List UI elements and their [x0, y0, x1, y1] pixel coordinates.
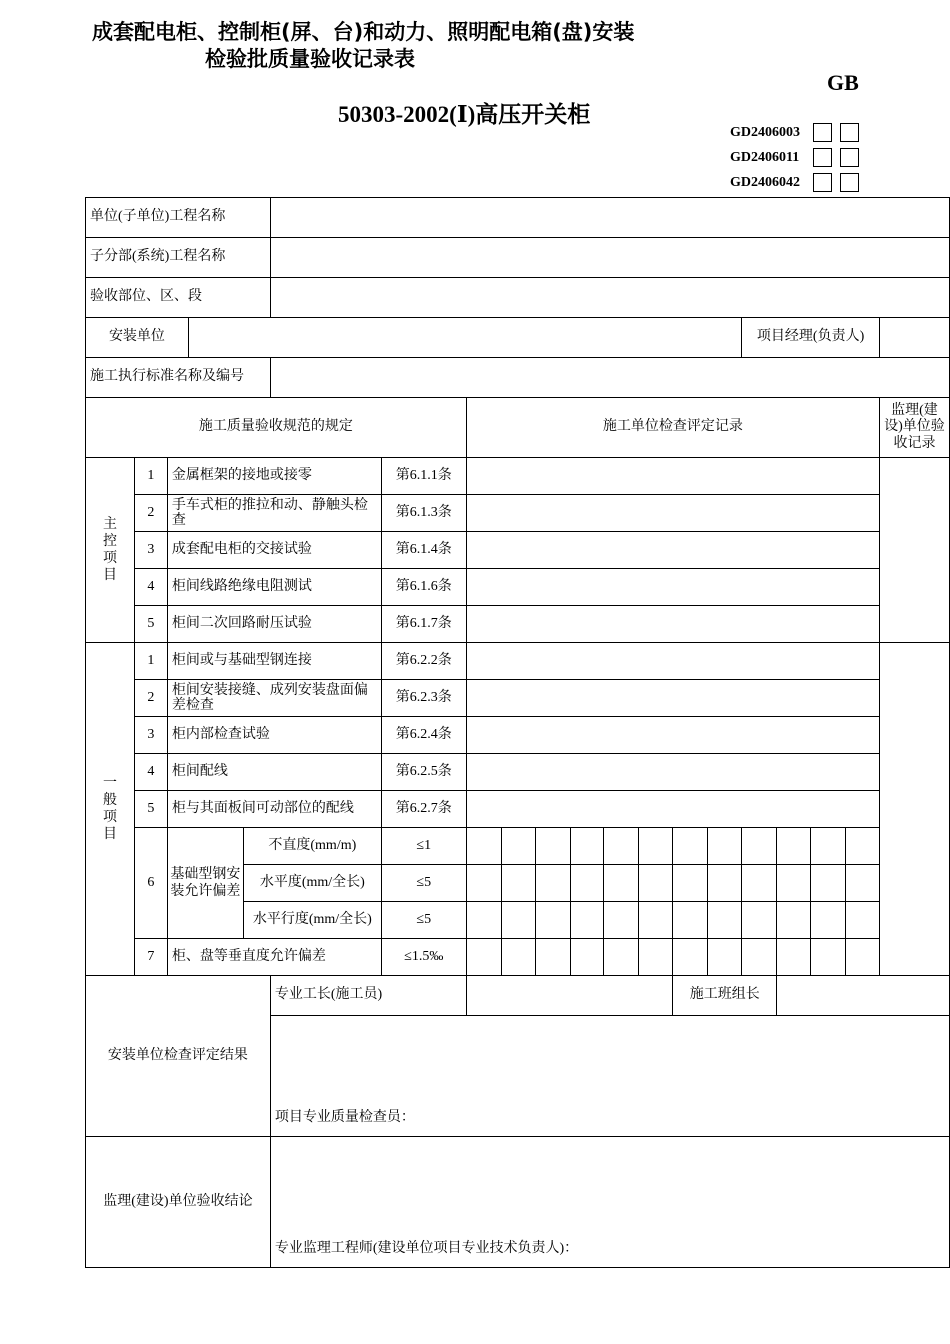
measure-cell[interactable]: [673, 828, 708, 865]
spec-header: 施工质量验收规范的规定: [86, 398, 467, 458]
measure-cell[interactable]: [604, 902, 639, 939]
form-code-1: GD2406003: [730, 125, 800, 140]
install-unit-field[interactable]: [188, 318, 741, 358]
measure-cell[interactable]: [535, 865, 570, 902]
main-item-clause: 第6.1.6条: [381, 569, 466, 606]
code-3-checkbox-a[interactable]: [813, 173, 832, 192]
main-item-record[interactable]: [466, 458, 879, 495]
sub-item-value: ≤1: [381, 828, 466, 865]
foreman-field[interactable]: [466, 976, 673, 1016]
main-item-name: 手车式柜的推拉和动、静触头检查: [167, 495, 381, 532]
general-item-clause: 第6.2.4条: [381, 717, 466, 754]
general-item-name: 柜与其面板间可动部位的配线: [167, 791, 381, 828]
main-item-record[interactable]: [466, 495, 879, 532]
qc-inspector-signature[interactable]: 项目专业质量检查员：: [270, 1016, 949, 1137]
measure-cell[interactable]: [466, 828, 501, 865]
general-item-number: 6: [134, 828, 167, 939]
code-1-checkbox-b[interactable]: [840, 123, 859, 142]
main-item-number: 4: [134, 569, 167, 606]
main-control-section-label: 主控项目: [86, 458, 135, 643]
measure-cell[interactable]: [811, 828, 846, 865]
measure-cell[interactable]: [501, 902, 535, 939]
sub-project-label: 子分部(系统)工程名称: [86, 238, 271, 278]
general-supervision-cell[interactable]: [879, 643, 949, 976]
form-title-line2: 检验批质量验收记录表: [205, 47, 415, 71]
measure-cell[interactable]: [570, 828, 604, 865]
location-field[interactable]: [270, 278, 949, 318]
measure-cell[interactable]: [708, 939, 742, 976]
general-item-name: 柜、盘等垂直度允许偏差: [167, 939, 381, 976]
measure-cell[interactable]: [777, 902, 811, 939]
measure-cell[interactable]: [639, 902, 673, 939]
measure-cell[interactable]: [846, 828, 880, 865]
measure-cell[interactable]: [466, 939, 501, 976]
supervision-engineer-signature[interactable]: 专业监理工程师(建设单位项目专业技术负责人)：: [270, 1137, 949, 1268]
measure-cell[interactable]: [742, 865, 777, 902]
measure-cell[interactable]: [604, 865, 639, 902]
general-item-number: 7: [134, 939, 167, 976]
foreman-label: 专业工长(施工员): [270, 976, 466, 1016]
project-manager-field[interactable]: [879, 318, 949, 358]
install-unit-label: 安装单位: [86, 318, 189, 358]
main-item-name: 柜间线路绝缘电阻测试: [167, 569, 381, 606]
install-result-label: 安装单位检查评定结果: [86, 976, 271, 1137]
measure-cell[interactable]: [673, 902, 708, 939]
form-code-3: GD2406042: [730, 175, 800, 190]
main-item-number: 5: [134, 606, 167, 643]
measure-cell[interactable]: [673, 939, 708, 976]
standard-field[interactable]: [270, 358, 949, 398]
main-item-name: 柜间二次回路耐压试验: [167, 606, 381, 643]
team-leader-label: 施工班组长: [673, 976, 777, 1016]
unit-project-label: 单位(子单位)工程名称: [86, 198, 271, 238]
main-item-record[interactable]: [466, 569, 879, 606]
general-item-record[interactable]: [466, 643, 879, 680]
sub-item-name: 不直度(mm/m): [243, 828, 381, 865]
general-item-clause: 第6.2.7条: [381, 791, 466, 828]
sub-item-name: 水平行度(mm/全长): [243, 902, 381, 939]
form-title-line1: 成套配电柜、控制柜(屏、台)和动力、照明配电箱(盘)安装: [92, 20, 635, 44]
measure-cell[interactable]: [604, 939, 639, 976]
general-section-label: 一般项目: [86, 643, 135, 976]
measure-cell[interactable]: [604, 828, 639, 865]
general-item-number: 5: [134, 791, 167, 828]
main-control-supervision-cell[interactable]: [879, 458, 949, 643]
general-item-name: 柜间配线: [167, 754, 381, 791]
general-item-record[interactable]: [466, 754, 879, 791]
general-item-record[interactable]: [466, 717, 879, 754]
main-item-name: 成套配电柜的交接试验: [167, 532, 381, 569]
standard-label: 施工执行标准名称及编号: [86, 358, 271, 398]
measure-cell[interactable]: [846, 865, 880, 902]
measure-cell[interactable]: [811, 902, 846, 939]
sub-item-name: 水平度(mm/全长): [243, 865, 381, 902]
measure-cell[interactable]: [535, 828, 570, 865]
measure-cell[interactable]: [811, 865, 846, 902]
sub-item-value: ≤5: [381, 902, 466, 939]
measure-cell[interactable]: [742, 902, 777, 939]
measure-cell[interactable]: [777, 865, 811, 902]
main-item-record[interactable]: [466, 606, 879, 643]
measure-cell[interactable]: [846, 902, 880, 939]
main-item-clause: 第6.1.7条: [381, 606, 466, 643]
general-item-name: 柜间安装接缝、成列安装盘面偏差检查: [167, 680, 381, 717]
main-item-name: 金属框架的接地或接零: [167, 458, 381, 495]
measure-cell[interactable]: [708, 865, 742, 902]
inspection-form-table: [85, 197, 950, 1268]
project-manager-label: 项目经理(负责人): [742, 318, 880, 358]
general-item-name: 柜内部检查试验: [167, 717, 381, 754]
supervision-record-header: 监理(建设)单位验收记录: [879, 398, 949, 458]
measure-cell[interactable]: [501, 865, 535, 902]
measure-cell[interactable]: [708, 828, 742, 865]
measure-cell[interactable]: [570, 865, 604, 902]
location-label: 验收部位、区、段: [86, 278, 271, 318]
main-item-clause: 第6.1.1条: [381, 458, 466, 495]
supervision-conclusion-label: 监理(建设)单位验收结论: [86, 1137, 271, 1268]
measure-cell[interactable]: [777, 939, 811, 976]
measure-cell[interactable]: [535, 902, 570, 939]
measure-cell[interactable]: [811, 939, 846, 976]
main-item-record[interactable]: [466, 532, 879, 569]
main-item-number: 1: [134, 458, 167, 495]
base-steel-deviation-label: 基础型钢安装允许偏差: [167, 828, 243, 939]
sub-item-value: ≤1.5‰: [381, 939, 466, 976]
general-item-clause: 第6.2.3条: [381, 680, 466, 717]
measure-cell[interactable]: [639, 939, 673, 976]
gb-label: GB: [827, 70, 859, 95]
main-item-number: 3: [134, 532, 167, 569]
sub-item-value: ≤5: [381, 865, 466, 902]
form-code-2: GD2406011: [730, 150, 800, 165]
standard-number: 50303-2002(Ⅰ)高压开关柜: [338, 102, 591, 127]
measure-cell[interactable]: [742, 939, 777, 976]
measure-cell[interactable]: [742, 828, 777, 865]
general-item-clause: 第6.2.5条: [381, 754, 466, 791]
general-item-number: 2: [134, 680, 167, 717]
sub-project-field[interactable]: [270, 238, 949, 278]
measure-cell[interactable]: [673, 865, 708, 902]
measure-cell[interactable]: [501, 939, 535, 976]
main-item-clause: 第6.1.4条: [381, 532, 466, 569]
measure-cell[interactable]: [777, 828, 811, 865]
team-leader-field[interactable]: [777, 976, 950, 1016]
code-1-checkbox-a[interactable]: [813, 123, 832, 142]
code-2-checkbox-a[interactable]: [813, 148, 832, 167]
measure-cell[interactable]: [466, 902, 501, 939]
measure-cell[interactable]: [535, 939, 570, 976]
general-item-record[interactable]: [466, 680, 879, 717]
measure-cell[interactable]: [639, 865, 673, 902]
measure-cell[interactable]: [639, 828, 673, 865]
general-item-number: 4: [134, 754, 167, 791]
measure-cell[interactable]: [570, 902, 604, 939]
construction-record-header: 施工单位检查评定记录: [466, 398, 879, 458]
general-item-number: 1: [134, 643, 167, 680]
measure-cell[interactable]: [501, 828, 535, 865]
general-item-record[interactable]: [466, 791, 879, 828]
measure-cell[interactable]: [708, 902, 742, 939]
unit-project-field[interactable]: [270, 198, 949, 238]
measure-cell[interactable]: [466, 865, 501, 902]
measure-cell[interactable]: [846, 939, 880, 976]
code-3-checkbox-b[interactable]: [840, 173, 859, 192]
main-item-number: 2: [134, 495, 167, 532]
main-item-clause: 第6.1.3条: [381, 495, 466, 532]
code-2-checkbox-b[interactable]: [840, 148, 859, 167]
general-item-number: 3: [134, 717, 167, 754]
measure-cell[interactable]: [570, 939, 604, 976]
general-item-clause: 第6.2.2条: [381, 643, 466, 680]
general-item-name: 柜间或与基础型钢连接: [167, 643, 381, 680]
